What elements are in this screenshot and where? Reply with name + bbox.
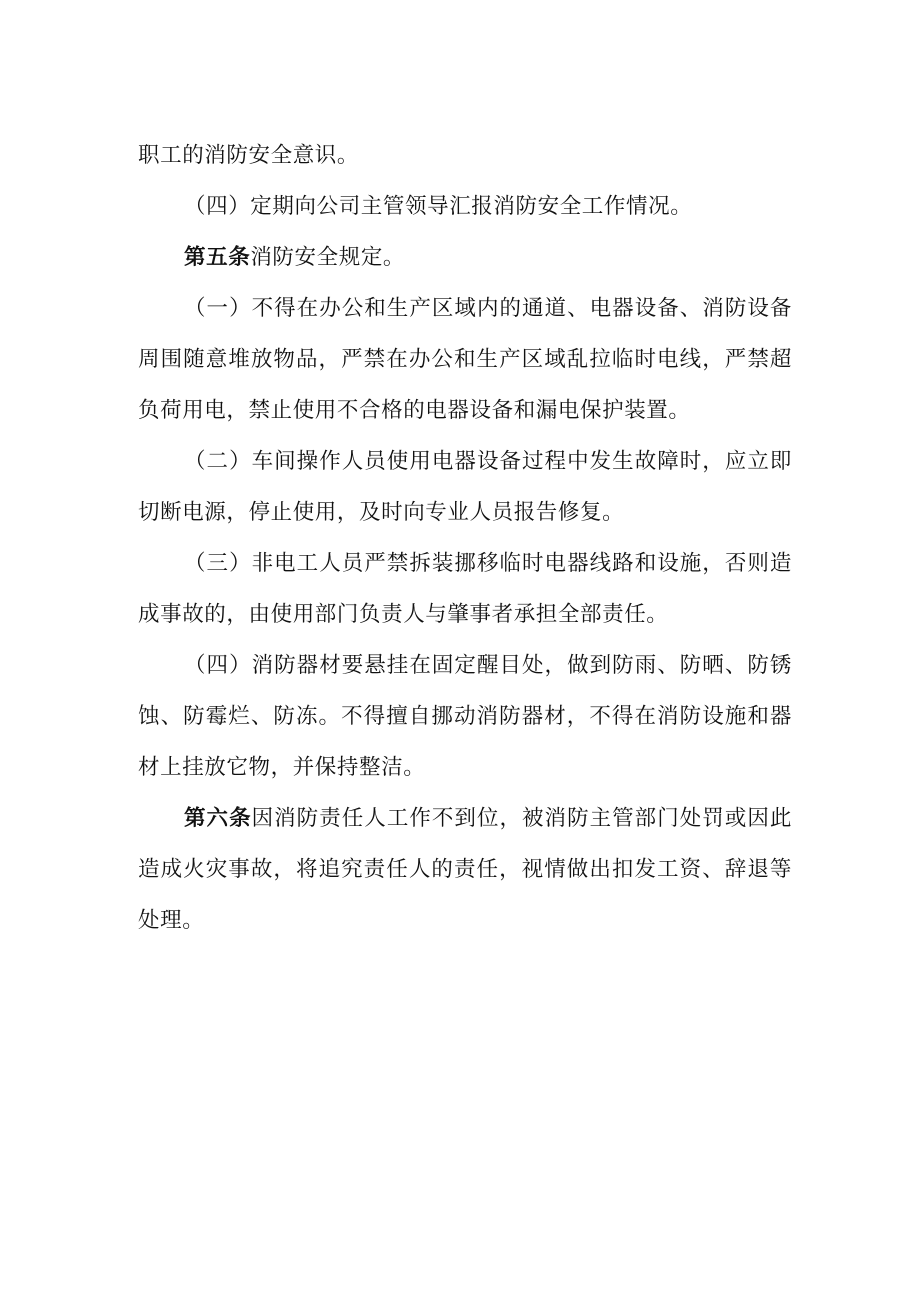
- article-number: 第五条: [184, 245, 251, 270]
- document-body: [138, 130, 792, 946]
- paragraph-text: 消防安全规定。: [250, 245, 406, 270]
- paragraph-continuation: [138, 130, 792, 181]
- paragraph-text: （一）不得在办公和生产区域内的通道、电器设备、消防设备周围随意堆放物品，严禁在办公和生产区域乱拉临时电线，严禁超负荷用电，禁止使用不合格的电器设备和漏电保护装置。: [138, 296, 792, 423]
- paragraph-item-2-fault: [138, 436, 792, 538]
- paragraph-item-1-storage: [138, 283, 792, 436]
- paragraph-item-4-equipment: [138, 640, 792, 793]
- paragraph-item-4-report: [138, 181, 792, 232]
- article-number: 第六条: [184, 806, 252, 831]
- paragraph-text: 职工的消防安全意识。: [138, 143, 360, 168]
- paragraph-item-3-wiring: [138, 538, 792, 640]
- paragraph-text: （二）车间操作人员使用电器设备过程中发生故障时，应立即切断电源，停止使用，及时向专业人员报告修复。: [138, 449, 792, 525]
- article-5-heading: [138, 232, 792, 283]
- paragraph-text: （四）定期向公司主管领导汇报消防安全工作情况。: [184, 194, 693, 219]
- paragraph-text: （三）非电工人员严禁拆装挪移临时电器线路和设施，否则造成事故的，由使用部门负责人与肇事者承担全部责任。: [138, 551, 792, 627]
- paragraph-text: 因消防责任人工作不到位，被消防主管部门处罚或因此造成火灾事故，将追究责任人的责任，视情做出扣发工资、辞退等处理。: [138, 806, 792, 933]
- paragraph-text: （四）消防器材要悬挂在固定醒目处，做到防雨、防晒、防锈蚀、防霉烂、防冻。不得擅自挪动消防器材，不得在消防设施和器材上挂放它物，并保持整洁。: [138, 653, 792, 780]
- article-6-paragraph: [138, 793, 792, 946]
